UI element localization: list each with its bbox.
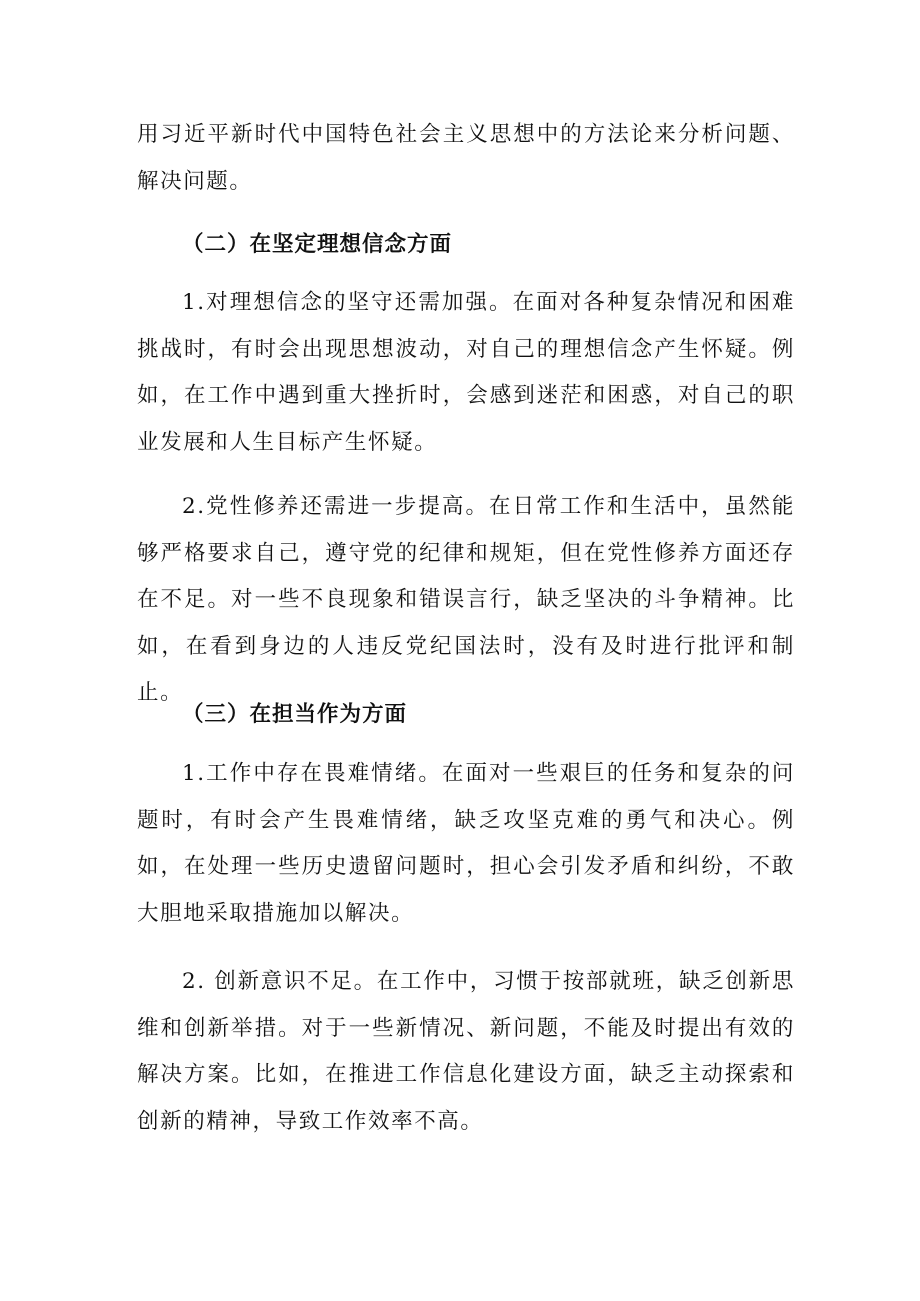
- intro-paragraph: 用习近平新时代中国特色社会主义思想中的方法论来分析问题、解决问题。: [137, 122, 795, 194]
- section-2-paragraph-1: 1.对理想信念的坚守还需加强。在面对各种复杂情况和困难挑战时，有时会出现思想波动，对自己的理想信念产生怀疑。例如，在工作中遇到重大挫折时，会感到迷茫和困惑，对自己的职业发展和人生目标产生怀疑。: [137, 290, 795, 455]
- section-2-heading: （二）在坚定理想信念方面: [182, 232, 453, 257]
- section-3-paragraph-2: 2. 创新意识不足。在工作中，习惯于按部就班，缺乏创新思维和创新举措。对于一些新情况、新问题，不能及时提出有效的解决方案。比如，在推进工作信息化建设方面，缺乏主动探索和创新的精神，导致工作效率不高。: [137, 969, 795, 1134]
- section-3-heading: （三）在担当作为方面: [182, 702, 408, 727]
- section-3-paragraph-1: 1.工作中存在畏难情绪。在面对一些艰巨的任务和复杂的问题时，有时会产生畏难情绪，缺乏攻坚克难的勇气和决心。例如，在处理一些历史遗留问题时，担心会引发矛盾和纠纷，不敢大胆地采取措施加以解决。: [137, 761, 795, 926]
- section-2-paragraph-2: 2.党性修养还需进一步提高。在日常工作和生活中，虽然能够严格要求自己，遵守党的纪律和规矩，但在党性修养方面还存在不足。对一些不良现象和错误言行，缺乏坚决的斗争精神。比如，在看到身边的人违反党纪国法时，没有及时进行批评和制止。: [137, 494, 795, 705]
